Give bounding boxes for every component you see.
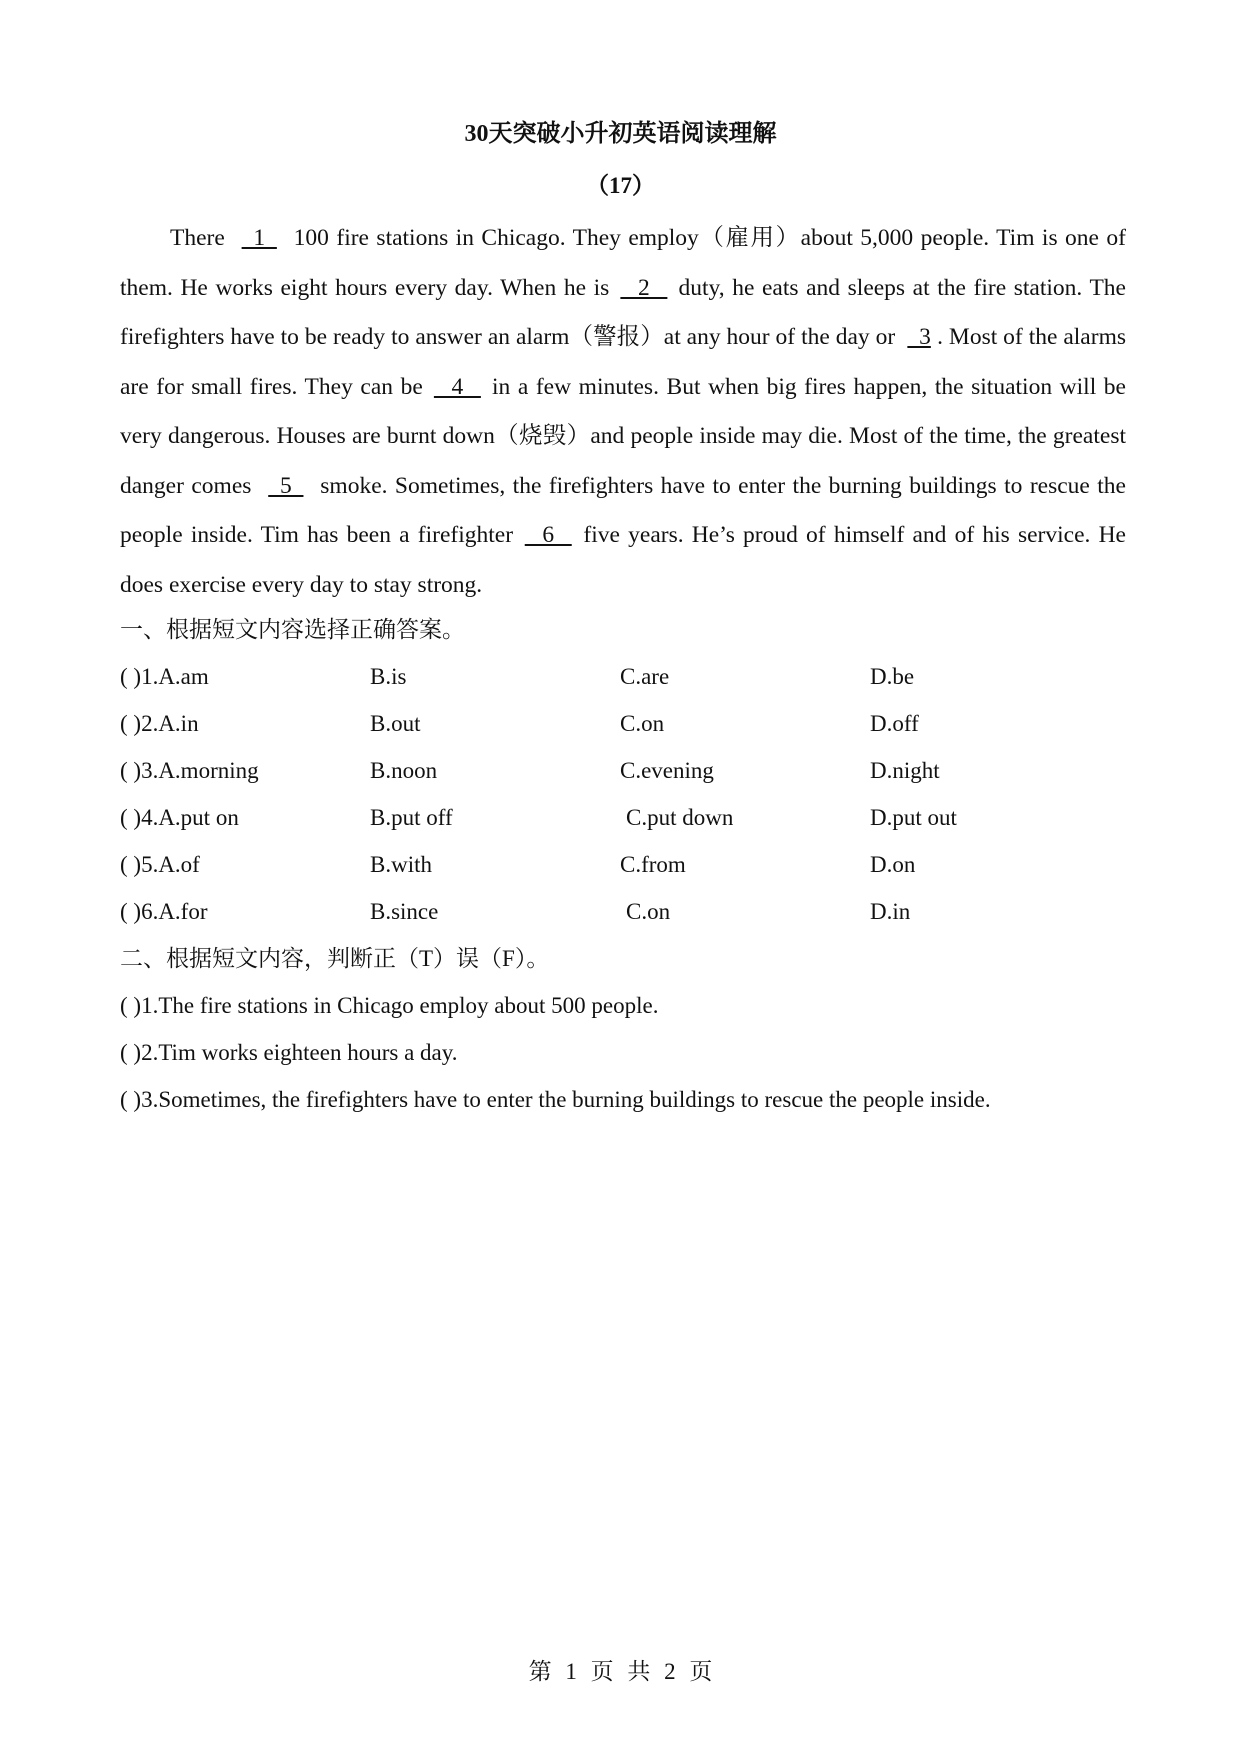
question-row [120,896,1126,928]
option-d: D.be [870,664,915,689]
option-c: C.from [620,852,686,877]
true-false-item: ( )2.Tim works eighteen hours a day. [120,1040,458,1065]
reading-passage [120,214,1126,610]
true-false-item: ( )3.Sometimes, the firefighters have to enter the burning buildings to rescue the people inside. [120,1087,991,1112]
document-title: 30天突破小升初英语阅读理解 [464,121,777,147]
question-row [120,849,1126,881]
option-d: D.night [870,758,940,783]
question-number-option-a: ( )1.A.am [120,664,209,689]
question-number-option-a: ( )4.A.put on [120,805,239,830]
option-b: B.is [370,664,407,689]
blank-4: 4 [433,373,481,400]
section2-heading: 二、根据短文内容，判断正（T）误（F）。 [120,946,550,971]
question-row [120,755,1126,787]
option-d: D.in [870,899,911,924]
section1-heading: 一、根据短文内容选择正确答案。 [120,617,465,642]
option-c: C.put down [626,805,734,830]
passage-text: There [170,225,233,251]
question-number-option-a: ( )6.A.for [120,899,208,924]
question-number-option-a: ( )3.A.morning [120,758,259,783]
option-b: B.noon [370,758,438,783]
blank-3: 3 [907,324,931,350]
question-number-option-a: ( )5.A.of [120,852,200,877]
option-b: B.put off [370,805,453,830]
question-row [120,708,1126,740]
question-row [120,802,1126,834]
question-number-option-a: ( )2.A.in [120,711,199,736]
passage-text: in a few minutes. But when big fires happen, the situation will be very dangerous. Houses are burnt down（烧毁）and people inside may die. Most of the time, the greatest danger comes [120,373,1126,499]
option-b: B.with [370,852,432,877]
option-d: D.put out [870,805,957,830]
passage-text: five years. He’s proud of himself and of his service. He does exercise every day to stay strong. [120,522,1126,598]
true-false-item: ( )1.The fire stations in Chicago employ about 500 people. [120,993,659,1018]
option-c: C.on [626,899,671,924]
option-c: C.are [620,664,670,689]
blank-6: 6 [524,522,572,548]
option-b: B.out [370,711,421,736]
option-b: B.since [370,899,439,924]
blank-5: 5 [268,472,304,499]
question-row [120,661,1126,693]
option-c: C.on [620,711,665,736]
option-d: D.off [870,711,919,736]
blank-1: 1 [241,225,277,251]
passage-text: smoke. Sometimes, the firefighters have to enter the burning buildings to rescue the people inside. Tim has been a firefighter [120,472,1126,548]
option-c: C.evening [620,758,714,783]
document-subtitle: （17） [586,173,655,198]
option-d: D.on [870,852,916,877]
blank-2: 2 [620,274,668,301]
passage-text: duty, he eats and sleeps at the fire station. The firefighters have to be ready to answer an alarm（警报）at any hour of the day or [120,274,1126,350]
passage-text: . Most of the alarms are for small fires. They can be [120,324,1126,400]
page-number: 第 1 页 共 2 页 [528,1659,713,1684]
passage-text: 100 fire stations in Chicago. They employ（雇用）about 5,000 people. Tim is one of them. He works eight hours every day. When he is [120,225,1126,301]
